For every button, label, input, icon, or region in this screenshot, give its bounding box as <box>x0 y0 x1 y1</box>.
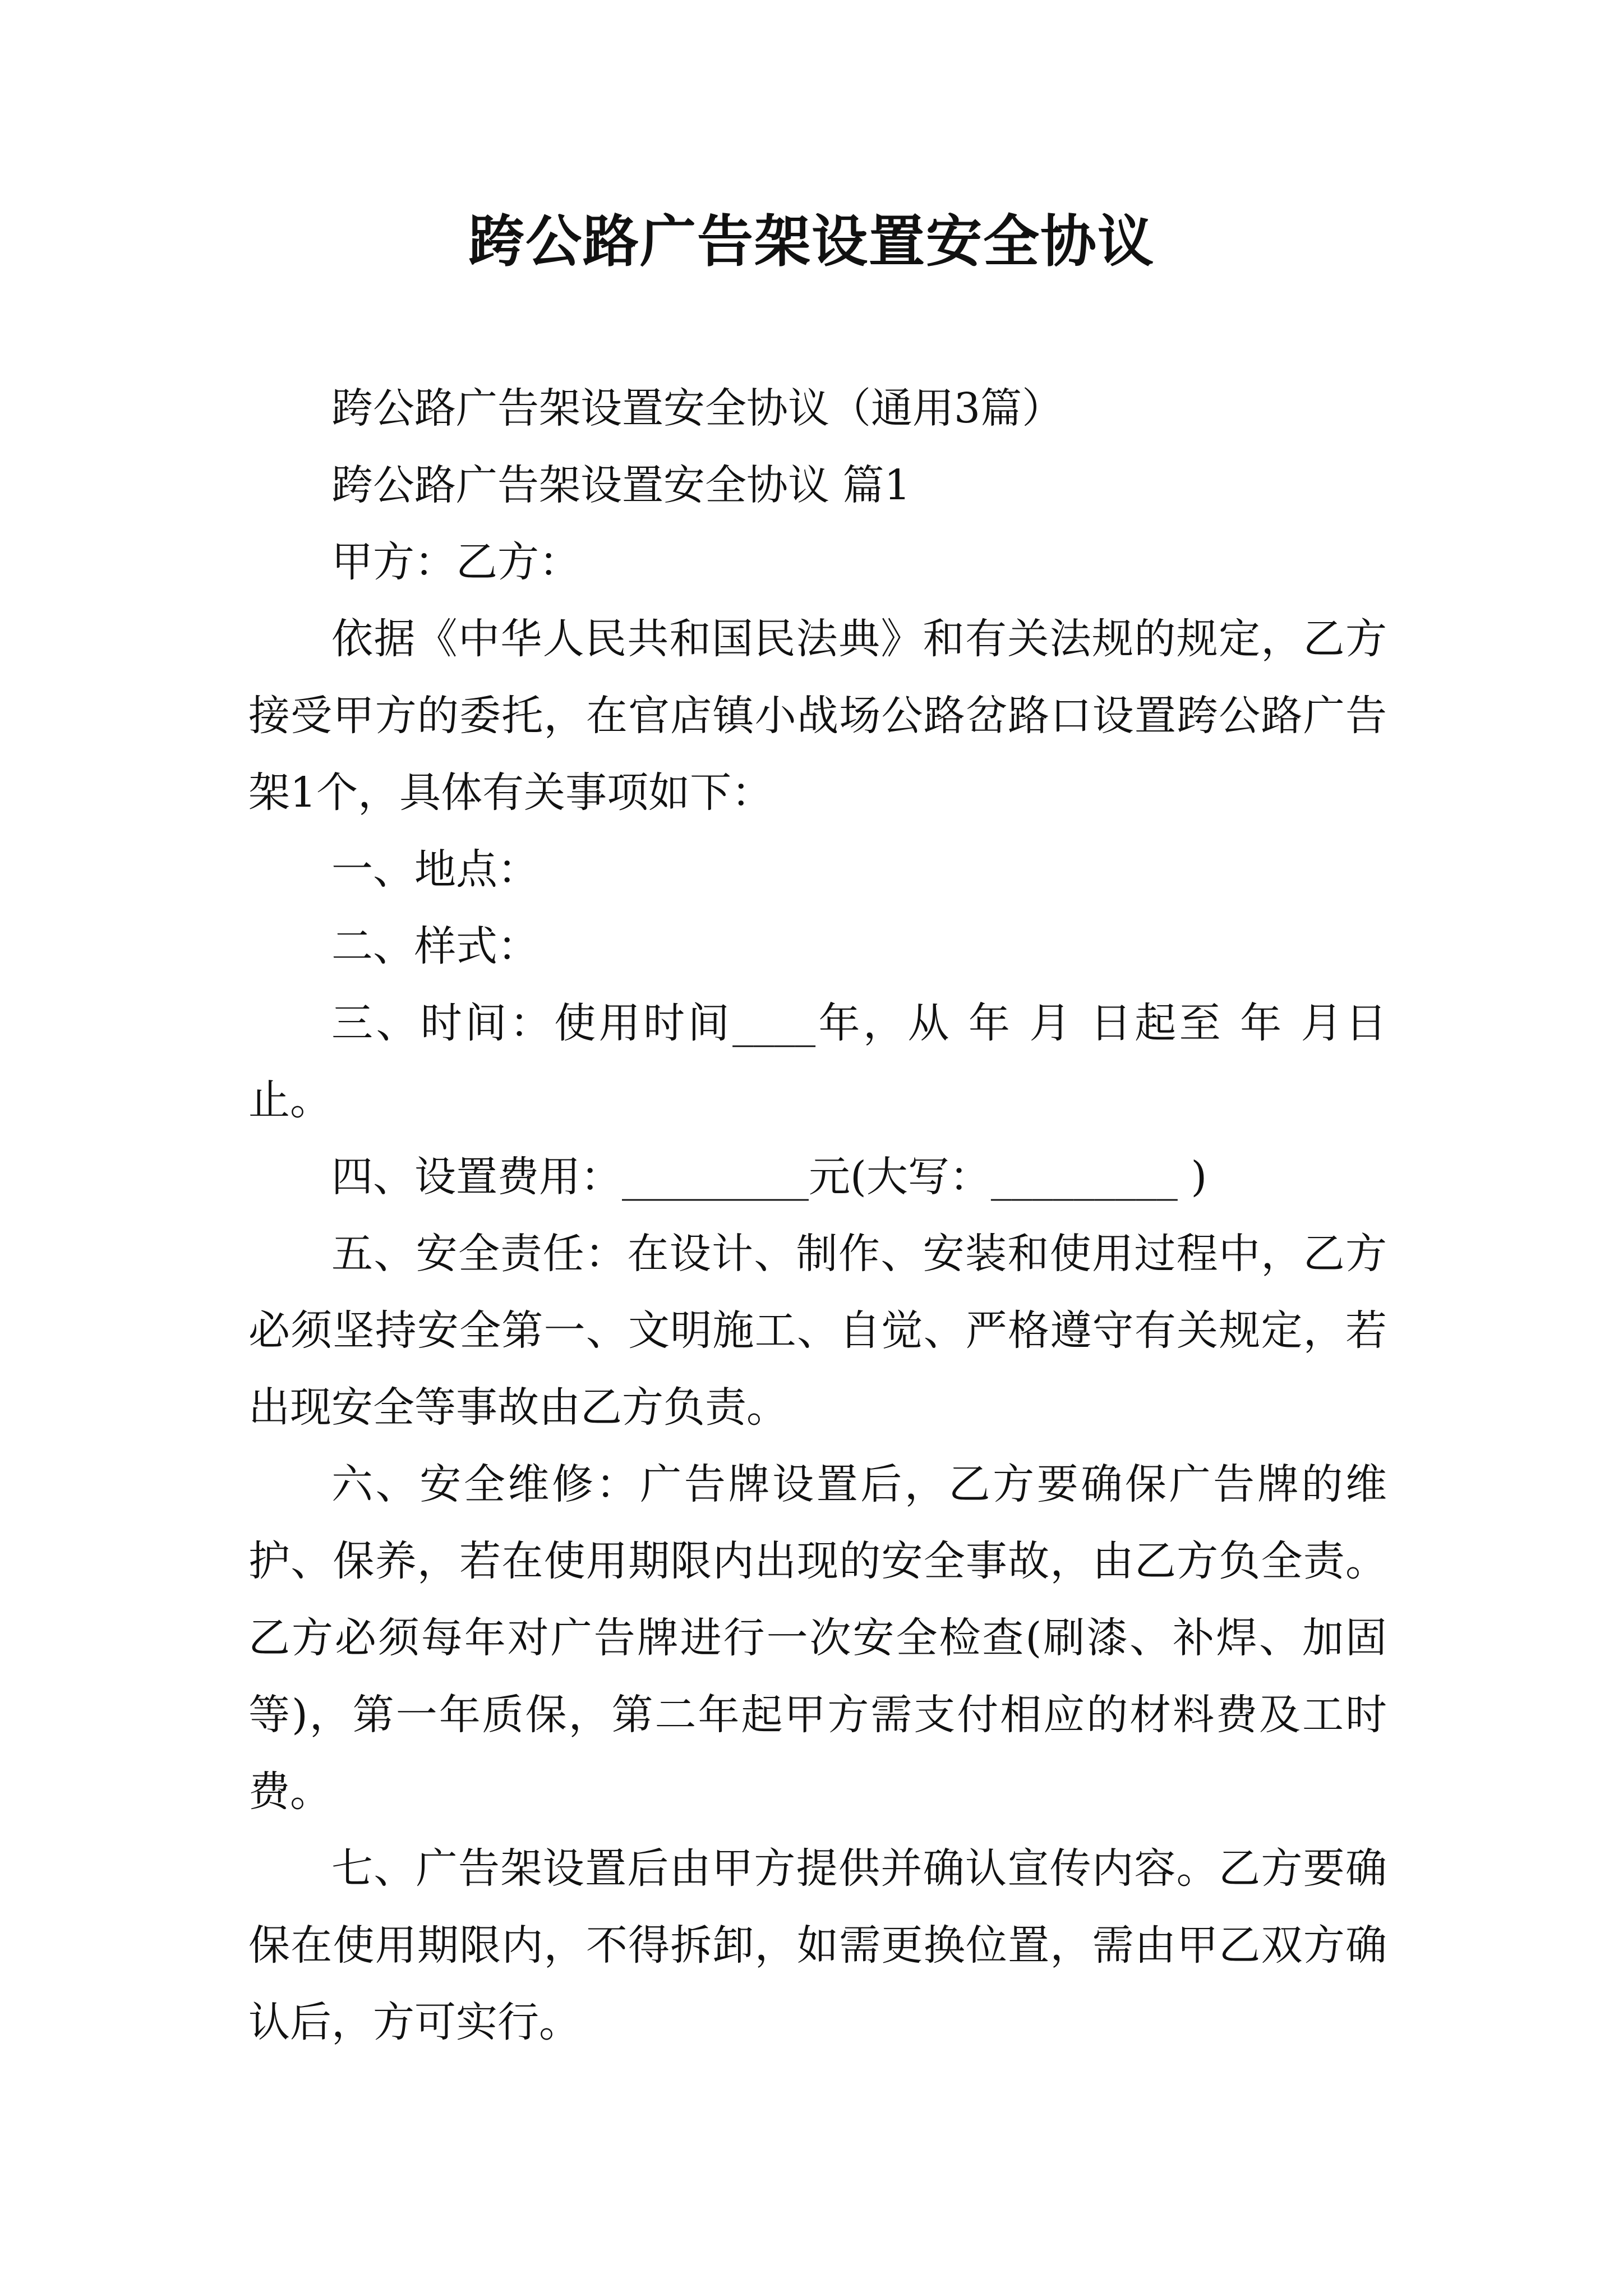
clause-safety-maintenance: 六、安全维修：广告牌设置后，乙方要确保广告牌的维护、保养，若在使用期限内出现的安全事故，由乙方负全责。乙方必须每年对广告牌进行一次安全检查(刷漆、补焊、加固等)，第一年质保，第二年起甲方需支付相应的材料费及工时费。 <box>248 1460 1387 1816</box>
document-body <box>248 370 1387 2061</box>
clause-location: 一、地点： <box>331 845 539 894</box>
parties-paragraph: 甲方：乙方： <box>331 538 580 586</box>
document-title: 跨公路广告架设置安全协议 <box>468 208 1155 274</box>
section-heading-paragraph: 跨公路广告架设置安全协议 篇1 <box>331 461 911 509</box>
clause-time: 三、时间：使用时间____年，从 年 月 日起至 年 月日止。 <box>248 999 1387 1124</box>
clause-style: 二、样式： <box>331 922 539 970</box>
clause-fee: 四、设置费用：_________元(大写：_________ ) <box>331 1153 1207 1201</box>
preamble-paragraph: 依据《中华人民共和国民法典》和有关法规的规定，乙方接受甲方的委托，在官店镇小战场公路岔路口设置跨公路广告架1个，具体有关事项如下： <box>248 615 1387 817</box>
clause-safety-responsibility: 五、安全责任：在设计、制作、安装和使用过程中，乙方必须坚持安全第一、文明施工、自觉、严格遵守有关规定，若出现安全等事故由乙方负责。 <box>248 1230 1387 1432</box>
subtitle-paragraph: 跨公路广告架设置安全协议（通用3篇） <box>331 384 1064 432</box>
clause-content: 七、广告架设置后由甲方提供并确认宣传内容。乙方要确保在使用期限内，不得拆卸，如需更换位置，需由甲乙双方确认后，方可实行。 <box>248 1844 1387 2046</box>
